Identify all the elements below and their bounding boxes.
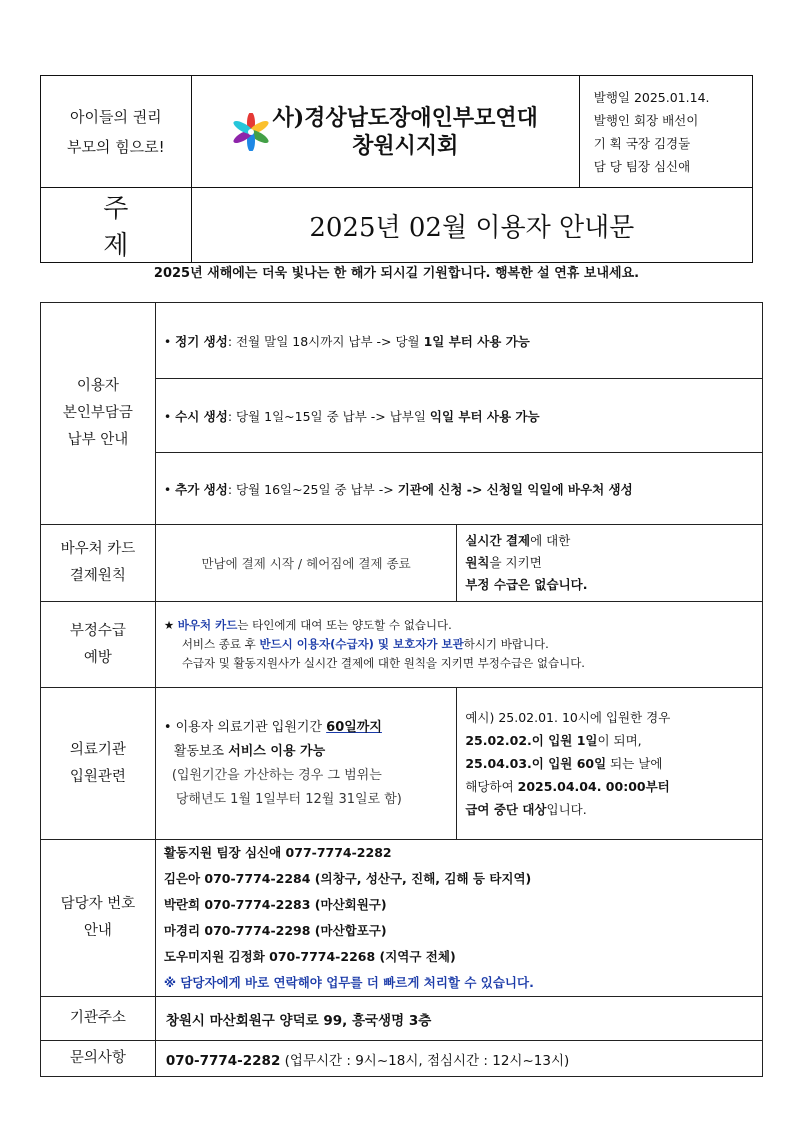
contact-item: 김은아 070-7774-2284 (의창구, 성산구, 진해, 김해 등 타지역) — [163, 871, 532, 886]
hospital-left — [155, 688, 457, 840]
contacts-label-cell — [41, 840, 156, 997]
fraud-label-cell — [41, 602, 156, 688]
planning: 기 획 국장 김경둘 — [593, 135, 691, 151]
payment-label-cell — [41, 303, 156, 525]
hospital-left-1a: • 이용자 의료기관 입원기간 — [163, 719, 327, 735]
header-table — [40, 75, 753, 263]
hospital-right-4b: 2025.04.04. 00:00부터 — [517, 779, 670, 794]
payment-label-1: 이용자 — [76, 378, 119, 394]
fraud-line2-a: 서비스 종료 후 — [181, 637, 260, 651]
hospital-right — [457, 688, 763, 840]
fraud-line2-c: 하시기 바랍니다. — [463, 637, 549, 651]
contact-item: 박란희 070-7774-2283 (마산회원구) — [163, 897, 387, 912]
info-table — [40, 302, 763, 1077]
inquiry-phone: 070-7774-2282 — [165, 1052, 281, 1069]
anytime-text: : 당월 1일~15일 중 납부 -> 납부일 — [227, 408, 430, 424]
address-value: 창원시 마산회원구 양덕로 99, 흥국생명 3층 — [155, 997, 762, 1041]
hospital-right-3b: 되는 날에 — [606, 756, 663, 771]
slogan-line2: 부모의 힘으로! — [66, 137, 165, 156]
subject-title: 2025년 02월 이용자 안내문 — [309, 212, 635, 243]
contact-item: 활동지원 팀장 심신애 077-7774-2282 — [163, 845, 392, 860]
voucher-middle — [155, 525, 457, 602]
address-label: 기관주소 — [69, 1010, 126, 1026]
voucher-middle-text: 만남에 결제 시작 / 헤어짐에 결제 종료 — [201, 556, 411, 571]
pinwheel-logo-icon — [232, 113, 270, 151]
voucher-label-cell — [41, 525, 156, 602]
org-cell — [191, 76, 579, 188]
fraud-line1-b: 는 타인에게 대여 또는 양도할 수 없습니다. — [237, 618, 452, 632]
contact-item: 마경리 070-7774-2298 (마산합포구) — [163, 923, 387, 938]
hospital-right-5b: 입니다. — [546, 802, 587, 817]
regular-title: 정기 생성 — [175, 333, 228, 349]
extra-title: 추가 생성 — [175, 481, 228, 497]
slogan-line1: 아이들의 권리 — [69, 107, 162, 126]
hospital-right-3a: 25.04.03.이 입원 60일 — [465, 756, 607, 771]
fraud-line1-a: 바우처 카드 — [177, 618, 238, 632]
anytime-generation-row: • 수시 생성: 당월 1일~15일 중 납부 -> 납부일 익일 부터 사용 가능 — [155, 379, 762, 453]
contacts-list — [155, 840, 762, 997]
org-name: 사)경상남도장애인부모연대 — [272, 104, 538, 131]
hospital-label-2: 입원관련 — [69, 768, 126, 785]
publish-date: 발행일 2025.01.14. — [593, 89, 710, 105]
fraud-line3: 수급자 및 활동지원사가 실시간 결제에 대한 원칙을 지키면 부정수급은 없습니다. — [181, 656, 585, 670]
contacts-note: ※ 담당자에게 바로 연락해야 업무를 더 빠르게 처리할 수 있습니다. — [163, 975, 534, 990]
publisher-cell — [579, 76, 752, 188]
address-label-cell — [41, 997, 156, 1041]
inquiry-hours: (업무시간 : 9시~18시, 점심시간 : 12시~13시) — [280, 1052, 570, 1069]
hospital-right-2a: 25.02.02.이 입원 1일 — [465, 733, 598, 748]
hospital-label-cell — [41, 688, 156, 840]
regular-generation-row: • 정기 생성: 전월 말일 18시까지 납부 -> 당월 1일 부터 사용 가능 — [155, 303, 762, 379]
regular-text: : 전월 말일 18시까지 납부 -> 당월 — [227, 333, 424, 349]
inquiry-label: 문의사항 — [69, 1050, 126, 1066]
voucher-right — [457, 525, 763, 602]
slogan-cell — [41, 76, 192, 188]
hospital-left-3: (입원기간을 가산하는 경우 그 범위는 — [171, 767, 382, 783]
hospital-left-2a: 활동보조 — [173, 743, 229, 759]
hospital-left-1b: 60일까지 — [326, 719, 382, 735]
subject-title-cell — [191, 188, 752, 263]
hospital-right-5a: 급여 중단 대상 — [465, 802, 547, 817]
hospital-right-2b: 이 되며, — [597, 733, 642, 748]
subject-label-cell — [41, 188, 192, 263]
inquiry-label-cell — [41, 1041, 156, 1077]
anytime-bold: 익일 부터 사용 가능 — [429, 408, 540, 424]
voucher-right-1a: 실시간 결제 — [465, 533, 531, 548]
subject-label: 주 제 — [103, 194, 173, 261]
extra-generation-row: • 추가 생성: 당월 16일~25일 중 납부 -> 기관에 신청 -> 신청일 익일에 바우처 생성 — [155, 453, 762, 525]
voucher-right-1b: 에 대한 — [530, 533, 571, 548]
voucher-right-2b: 을 지키면 — [489, 555, 542, 570]
voucher-label-1: 바우처 카드 — [60, 541, 136, 557]
hospital-left-2b: 서비스 이용 가능 — [228, 743, 326, 759]
fraud-content — [155, 602, 762, 688]
payment-label-3: 납부 안내 — [67, 432, 129, 448]
fraud-label-2: 예방 — [83, 649, 112, 666]
hospital-label-1: 의료기관 — [69, 741, 126, 758]
inquiry-value — [155, 1041, 762, 1077]
in-charge: 담 당 팀장 심신애 — [593, 158, 691, 174]
contacts-label-2: 안내 — [83, 923, 112, 939]
payment-label-2: 본인부담금 — [62, 405, 133, 421]
fraud-line2-b: 반드시 이용자(수급자) 및 보호자가 보관 — [259, 637, 464, 651]
voucher-right-3: 부정 수급은 없습니다. — [465, 577, 588, 592]
publisher: 발행인 회장 배선이 — [593, 112, 699, 128]
greeting: 2025년 새해에는 더욱 빛나는 한 해가 되시길 기원합니다. 행복한 설 연휴 보내세요. — [153, 266, 640, 281]
regular-bold: 1일 부터 사용 가능 — [423, 333, 530, 349]
extra-text: : 당월 16일~25일 중 납부 -> — [227, 481, 398, 497]
voucher-right-2a: 원칙 — [465, 555, 490, 570]
hospital-right-1: 예시) 25.02.01. 10시에 입원한 경우 — [465, 710, 671, 725]
star-icon: ★ — [163, 618, 175, 632]
voucher-label-2: 결제원칙 — [69, 568, 126, 584]
anytime-title: 수시 생성 — [175, 408, 228, 424]
hospital-right-4a: 해당하여 — [465, 779, 518, 794]
contacts-label-1: 담당자 번호 — [60, 896, 136, 912]
extra-bold: 기관에 신청 -> 신청일 익일에 바우처 생성 — [397, 481, 633, 497]
contact-item: 도우미지원 김정화 070-7774-2268 (지역구 전체) — [163, 949, 456, 964]
fraud-label-1: 부정수급 — [69, 622, 126, 639]
org-branch: 창원시지회 — [352, 132, 459, 159]
hospital-left-4: 당해년도 1월 1일부터 12월 31일로 함) — [175, 791, 402, 807]
